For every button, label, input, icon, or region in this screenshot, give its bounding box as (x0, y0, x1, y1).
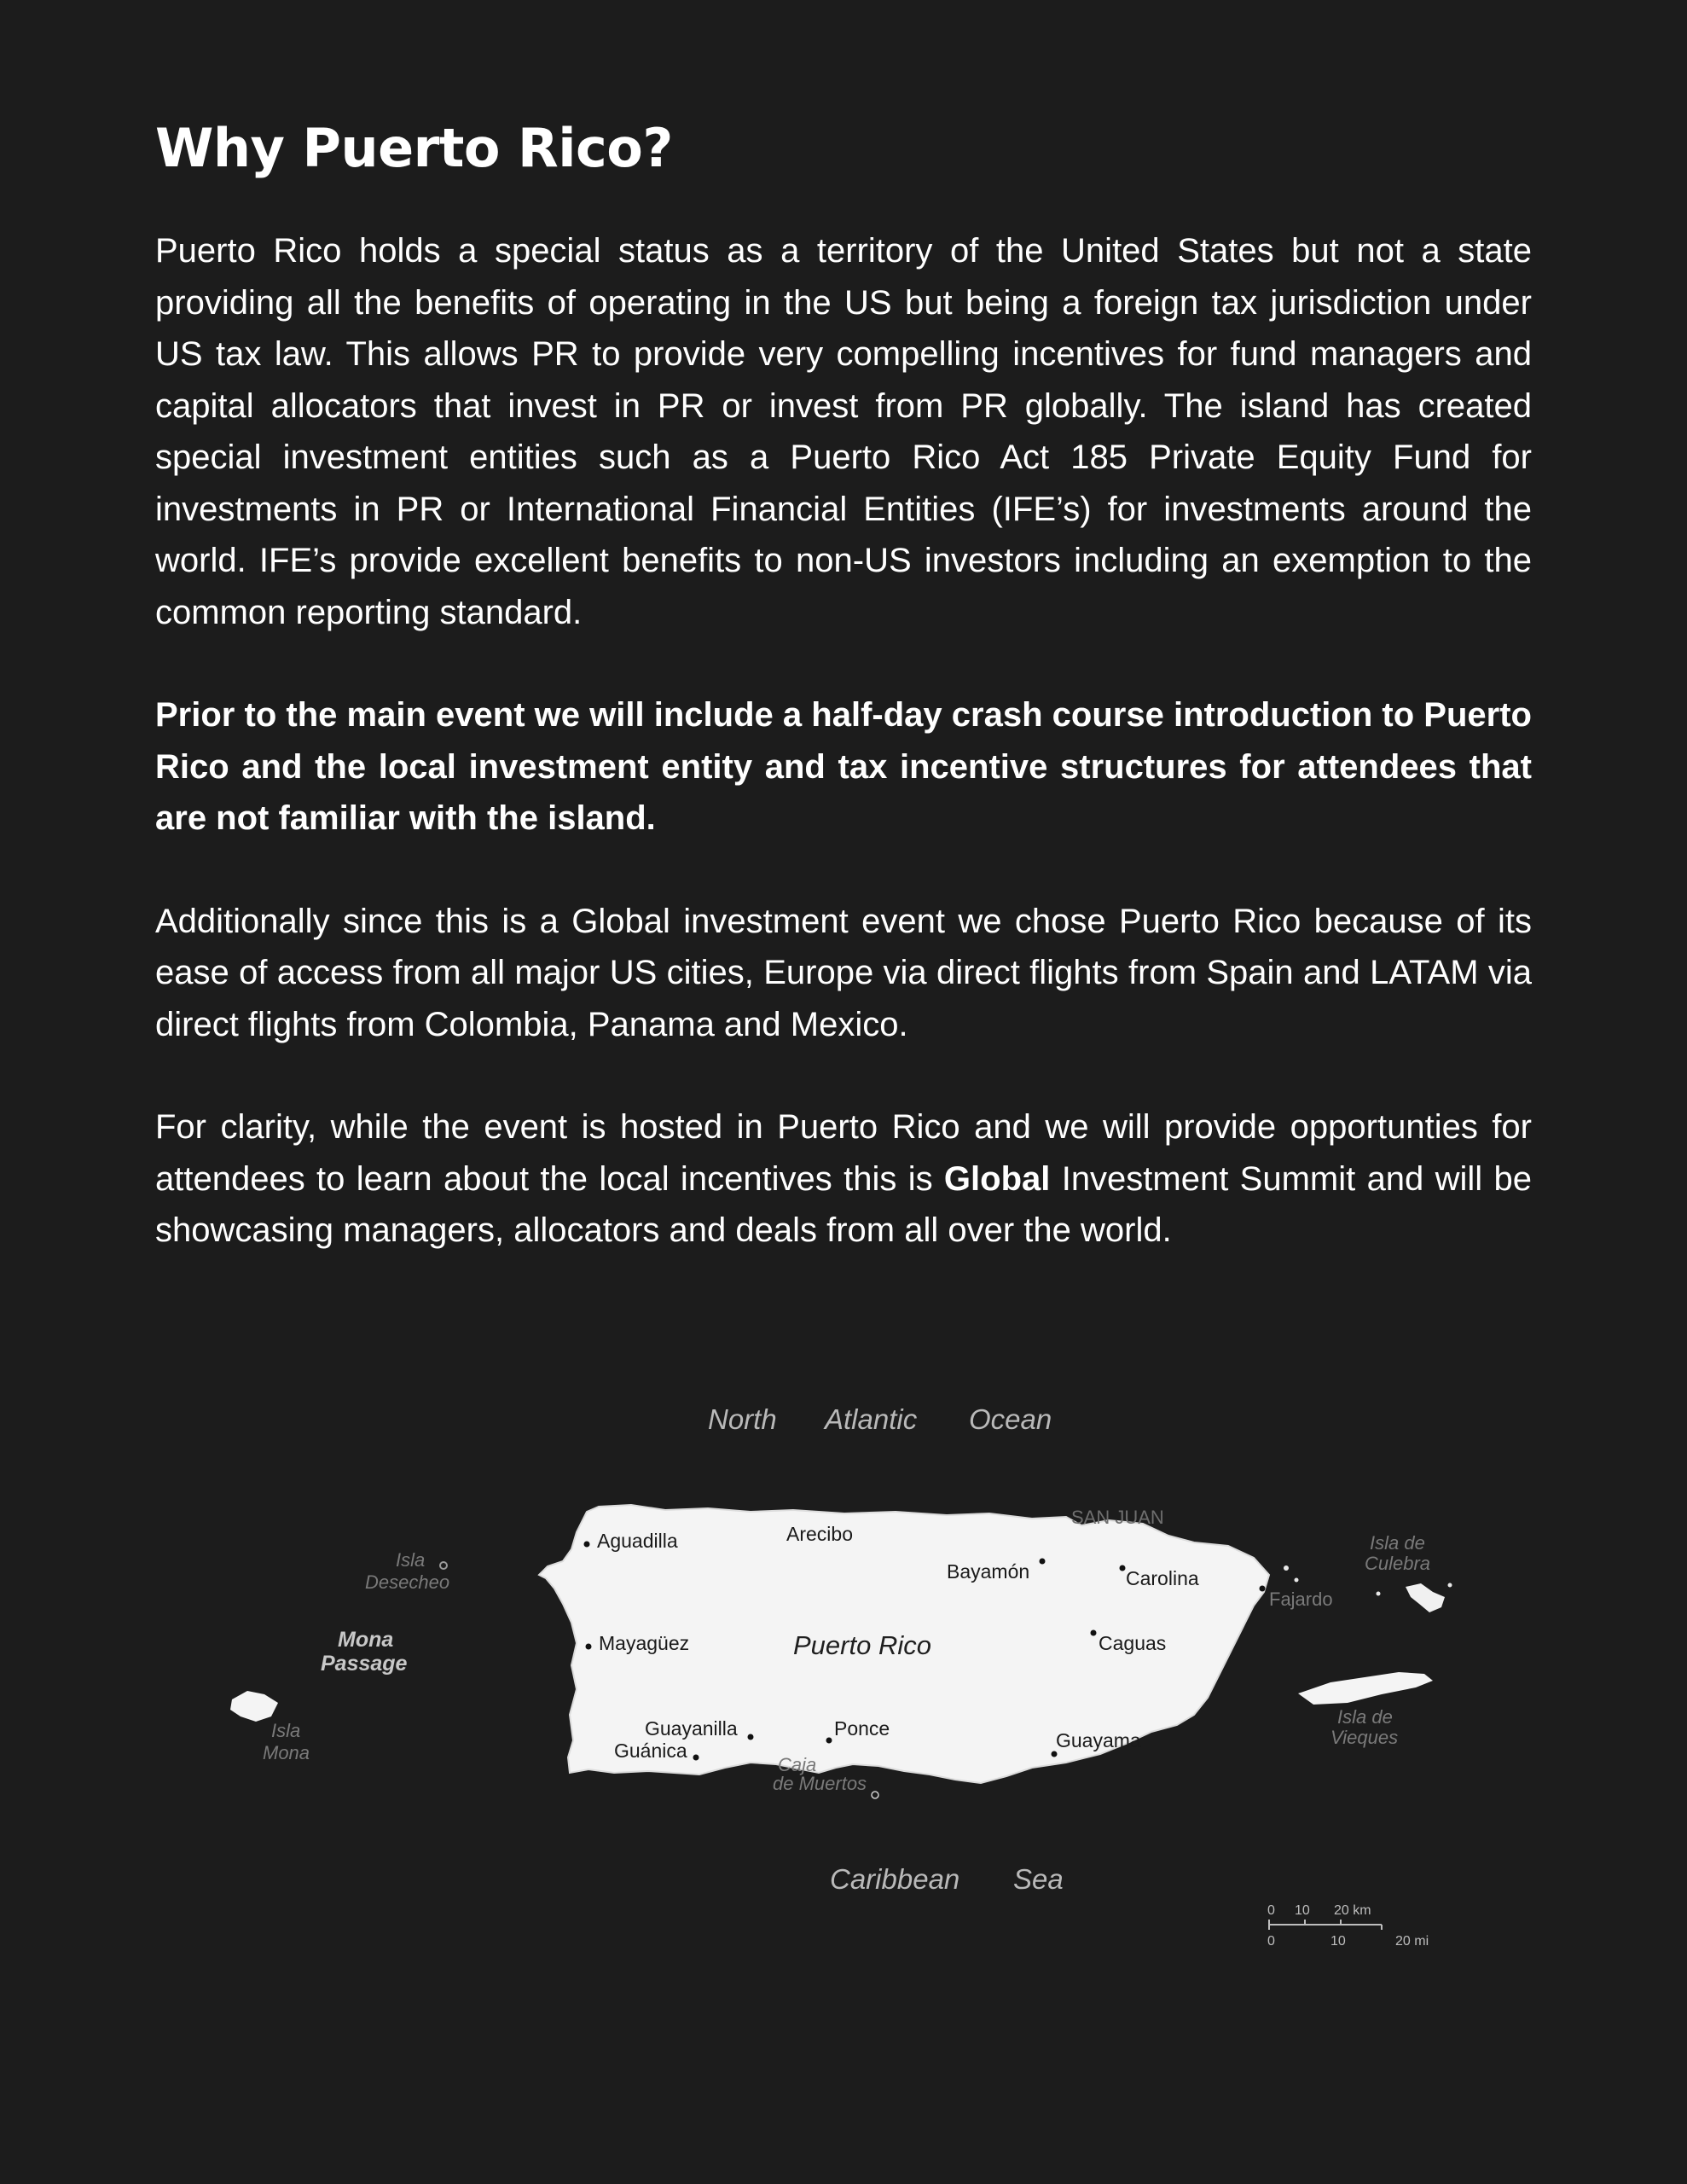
access-paragraph: Additionally since this is a Global investment event we chose Puerto Rico because of its ease of access from all major US cities, Europe via direct flights from Spain and LATAM via direct flights from Colombia, Panama and Mexico. (155, 902, 1532, 1043)
clarity-text-2: Investment Summit and will be showcasing managers, allocators and deals from all over the world. (155, 1159, 1532, 1249)
town-label-guayama: Guayama (1056, 1729, 1141, 1751)
culebra-label-1: Isla de (1370, 1532, 1425, 1554)
scale-km-20: 20 km (1334, 1903, 1371, 1918)
clarity-text-1: For clarity, while the event is hosted in Puerto Rico and we will provide opportunties for attendees to learn about the local incentives this is (155, 1108, 1532, 1198)
desecheo-label-1: Isla (396, 1549, 426, 1571)
town-label-bayamon: Bayamón (947, 1560, 1030, 1583)
town-dot (1040, 1559, 1046, 1565)
culebra-island-shape (1406, 1583, 1445, 1612)
vieques-label-2: Vieques (1330, 1727, 1399, 1748)
ocean-label-ocean: Ocean (969, 1403, 1052, 1435)
scale-bar (1267, 1903, 1429, 1949)
intro-paragraph: Puerto Rico holds a special status as a territory of the United States but not a state providing all the benefits of operating in the US but being a foreign tax jurisdiction under US tax law. This allows PR to provide very compelling incentives for fund managers and capital allocators that invest in PR or invest from PR globally. The island has created special investment entities such as a Puerto Rico Act 185 Private Equity Fund for investments in PR or International Financial Entities (IFE’s) for investments around the world. IFE’s provide excellent benefits to non-US investors including an exemption to the common reporting standard. (155, 232, 1532, 631)
town-dot (1120, 1565, 1126, 1571)
crash-course-paragraph: Prior to the main event we will include a half-day crash course introduction to Puerto Rico and the local investment entity and tax incentive structures for attendees that are not familiar with the island. (155, 696, 1532, 837)
town-label-mayaguez: Mayagüez (599, 1632, 690, 1654)
town-label-caguas: Caguas (1099, 1632, 1167, 1654)
passage-label-passage: Passage (321, 1652, 408, 1676)
town-label-ponce: Ponce (834, 1717, 890, 1740)
ocean-label-atlantic: Atlantic (825, 1403, 918, 1435)
caja-label-2: de Muertos (773, 1773, 867, 1794)
desecheo-island-shape (440, 1562, 447, 1569)
desecheo-label-2: Desecheo (365, 1571, 450, 1593)
islet-dot (1284, 1565, 1289, 1571)
islet-dot (1448, 1583, 1452, 1588)
scale-mi-10: 10 (1330, 1934, 1346, 1949)
town-label-fajardo: Fajardo (1269, 1589, 1333, 1610)
vieques-island-shape (1298, 1672, 1433, 1705)
town-label-aguadilla: Aguadilla (597, 1530, 678, 1552)
global-emphasis: Global (943, 1159, 1051, 1198)
town-dot (584, 1542, 590, 1548)
scale-mi-20: 20 mi (1395, 1934, 1429, 1949)
town-dot (748, 1734, 754, 1740)
town-label-guayanilla: Guayanilla (645, 1717, 738, 1740)
town-label-arecibo: Arecibo (786, 1523, 853, 1545)
town-label-guanica: Guánica (614, 1740, 687, 1762)
town-label-san-juan: SAN JUAN (1071, 1507, 1164, 1528)
town-dot (586, 1644, 592, 1650)
mona-island-shape (230, 1691, 278, 1722)
scale-mi-0: 0 (1267, 1934, 1275, 1949)
caja-label-1: Caja (778, 1754, 817, 1775)
town-dot (693, 1755, 699, 1761)
mona-label-2: Mona (263, 1742, 310, 1763)
town-dot (826, 1738, 832, 1744)
town-dot (1052, 1751, 1058, 1757)
scale-km-0: 0 (1267, 1903, 1275, 1918)
passage-label-mona: Mona (338, 1628, 394, 1652)
town-dot (1091, 1630, 1097, 1636)
island-name-label: Puerto Rico (793, 1630, 931, 1660)
clarity-paragraph (155, 1101, 1532, 1257)
islet-dot (1295, 1578, 1299, 1583)
page-title: Why Puerto Rico? (155, 117, 673, 179)
vieques-label-1: Isla de (1337, 1706, 1393, 1728)
main-content (155, 116, 1532, 1257)
sea-label-sea: Sea (1013, 1863, 1064, 1895)
ocean-label-north: North (708, 1403, 777, 1435)
town-label-carolina: Carolina (1126, 1567, 1199, 1589)
sea-label-caribbean: Caribbean (830, 1863, 960, 1895)
scale-km-10: 10 (1295, 1903, 1310, 1918)
town-dot (1260, 1586, 1266, 1592)
culebra-label-2: Culebra (1365, 1553, 1431, 1574)
islet-dot (1377, 1592, 1381, 1596)
caja-de-muertos-shape (872, 1792, 878, 1798)
mona-label-1: Isla (271, 1720, 301, 1741)
